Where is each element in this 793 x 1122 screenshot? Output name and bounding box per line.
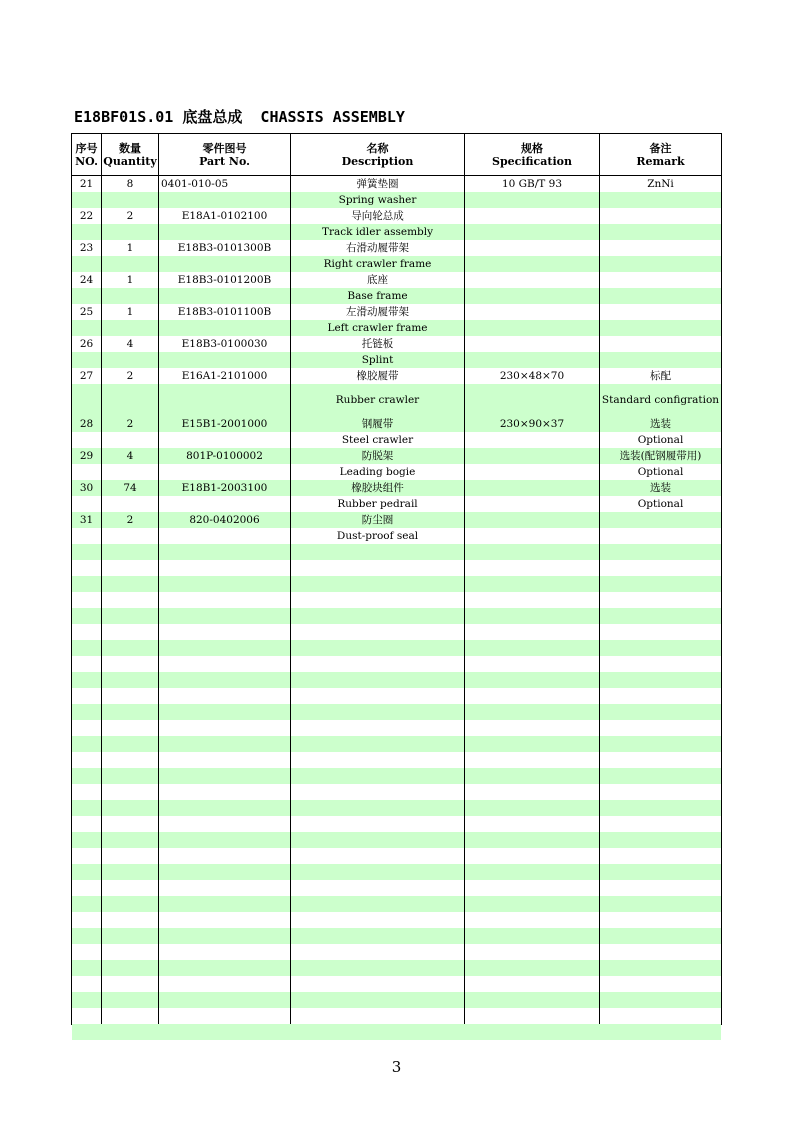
table-row (72, 496, 721, 512)
cell-quantity (102, 192, 158, 208)
cell-part-no: E16A1-2101000 (181, 370, 268, 382)
table-row (72, 272, 721, 288)
table-row (72, 464, 721, 480)
cell-no: 24 (79, 274, 94, 286)
cell-description: Rubber pedrail (337, 498, 418, 510)
cell-part-no (159, 352, 290, 368)
cell-quantity (102, 496, 158, 512)
cell-part-no (159, 256, 290, 272)
table-row (72, 528, 721, 544)
cell-description: 底座 (367, 274, 388, 286)
cell-part-no: 801P-0100002 (186, 450, 263, 462)
cell-specification (465, 240, 599, 256)
cell-part-no (159, 496, 290, 512)
empty-row (72, 880, 721, 896)
cell-description: 橡胶履带 (356, 370, 399, 382)
cell-remark (600, 272, 721, 288)
table-row (72, 208, 721, 224)
cell-remark: 选装 (650, 482, 671, 494)
cell-specification (465, 256, 599, 272)
cell-no: 28 (79, 418, 94, 430)
empty-row (72, 848, 721, 864)
cell-no (72, 464, 101, 480)
cell-remark (600, 352, 721, 368)
cell-no: 27 (79, 370, 94, 382)
cell-part-no (159, 432, 290, 448)
cell-part-no: 820-0402006 (189, 514, 260, 526)
table-row (72, 320, 721, 336)
cell-remark: 标配 (650, 370, 671, 382)
cell-description: Track idler assembly (321, 226, 434, 238)
cell-no (72, 288, 101, 304)
cell-quantity: 4 (126, 338, 134, 350)
cell-remark (600, 336, 721, 352)
cell-quantity: 2 (126, 514, 134, 526)
cell-part-no (159, 464, 290, 480)
cell-remark (600, 208, 721, 224)
cell-description: 橡胶块组件 (351, 482, 404, 494)
cell-part-no: E18A1-0102100 (181, 210, 268, 222)
cell-no (72, 224, 101, 240)
empty-row (72, 656, 721, 672)
cell-quantity: 8 (126, 178, 134, 190)
table-row (72, 432, 721, 448)
header-part-no-en: Part No. (199, 154, 250, 168)
cell-no: 30 (79, 482, 94, 494)
cell-specification (465, 304, 599, 320)
cell-remark (600, 288, 721, 304)
column-divider (464, 134, 465, 1024)
cell-quantity (102, 384, 158, 416)
empty-row (72, 704, 721, 720)
cell-no (72, 528, 101, 544)
cell-part-no: E18B1-2003100 (181, 482, 268, 494)
header-remark (600, 134, 721, 175)
table-row (72, 224, 721, 240)
table-header (72, 134, 721, 175)
cell-description: Splint (361, 354, 394, 366)
column-divider (290, 134, 291, 1024)
empty-row (72, 720, 721, 736)
cell-quantity (102, 256, 158, 272)
cell-description: Left crawler frame (327, 322, 428, 334)
column-divider (101, 134, 102, 1024)
empty-row (72, 912, 721, 928)
cell-remark (600, 320, 721, 336)
table-row (72, 176, 721, 192)
cell-description: Rubber crawler (335, 393, 420, 406)
empty-row (72, 560, 721, 576)
cell-specification (465, 480, 599, 496)
table-row (72, 512, 721, 528)
header-no-cn: 序号 (75, 141, 98, 155)
cell-specification: 10 GB/T 93 (501, 178, 563, 190)
table-row (72, 304, 721, 320)
table-row (72, 192, 721, 208)
cell-part-no: E18B3-0101300B (177, 242, 272, 254)
cell-remark (600, 512, 721, 528)
cell-remark: ZnNi (647, 178, 674, 190)
cell-specification: 230×48×70 (499, 370, 565, 382)
cell-specification (465, 512, 599, 528)
empty-row (72, 592, 721, 608)
empty-row (72, 688, 721, 704)
cell-specification (465, 288, 599, 304)
cell-specification (465, 208, 599, 224)
cell-description: 钢履带 (361, 418, 394, 430)
header-description-cn: 名称 (366, 141, 389, 155)
document-title: E18BF01S.01 底盘总成 CHASSIS ASSEMBLY (74, 108, 405, 126)
column-divider (158, 134, 159, 1024)
empty-row (72, 736, 721, 752)
header-part-no-cn: 零件图号 (202, 141, 247, 155)
header-description-en: Description (341, 154, 414, 168)
cell-quantity (102, 224, 158, 240)
cell-description: Steel crawler (341, 434, 414, 446)
table-row (72, 416, 721, 432)
cell-remark (600, 224, 721, 240)
empty-row (72, 992, 721, 1008)
cell-description: 防脱架 (361, 450, 394, 462)
empty-row (72, 672, 721, 688)
cell-no: 29 (79, 450, 94, 462)
parts-table (71, 133, 722, 1025)
empty-row (72, 608, 721, 624)
page-number: 3 (391, 1058, 402, 1076)
empty-row (72, 1008, 721, 1024)
cell-description: 右滑动履带架 (346, 242, 409, 254)
cell-no (72, 496, 101, 512)
cell-no (72, 352, 101, 368)
cell-remark: Optional (637, 498, 684, 510)
empty-row (72, 960, 721, 976)
empty-row (72, 624, 721, 640)
empty-row (72, 640, 721, 656)
cell-part-no (159, 528, 290, 544)
empty-row (72, 944, 721, 960)
cell-description: 左滑动履带架 (346, 306, 409, 318)
cell-quantity: 2 (126, 370, 134, 382)
empty-row (72, 976, 721, 992)
header-remark-en: Remark (636, 154, 685, 168)
cell-no (72, 384, 101, 416)
empty-row (72, 1024, 721, 1040)
empty-row (72, 864, 721, 880)
cell-quantity: 2 (126, 210, 134, 222)
cell-description: 导向轮总成 (351, 210, 404, 222)
cell-part-no (159, 320, 290, 336)
cell-quantity: 1 (126, 306, 134, 318)
cell-specification (465, 272, 599, 288)
cell-specification (465, 464, 599, 480)
cell-quantity: 4 (126, 450, 134, 462)
cell-no: 31 (79, 514, 94, 526)
cell-specification (465, 192, 599, 208)
empty-row (72, 816, 721, 832)
cell-no: 26 (79, 338, 94, 350)
table-row (72, 384, 721, 416)
cell-remark: Optional (637, 466, 684, 478)
cell-specification (465, 384, 599, 416)
cell-specification (465, 320, 599, 336)
cell-part-no: 0401-010-05 (161, 178, 229, 190)
cell-description: 弹簧垫圈 (356, 178, 399, 190)
cell-specification (465, 352, 599, 368)
cell-specification (465, 224, 599, 240)
empty-row (72, 1040, 721, 1056)
cell-remark: 选装(配钢履带用) (619, 450, 702, 462)
empty-row (72, 832, 721, 848)
cell-quantity (102, 320, 158, 336)
cell-part-no (159, 288, 290, 304)
cell-remark (600, 240, 721, 256)
cell-specification: 230×90×37 (499, 418, 565, 430)
empty-row (72, 768, 721, 784)
cell-remark: Standard configration (601, 393, 720, 406)
header-remark-cn: 备注 (649, 141, 672, 155)
cell-no: 21 (79, 178, 94, 190)
header-quantity-en: Quantity (103, 154, 157, 168)
cell-description: Base frame (347, 290, 408, 302)
cell-no: 23 (79, 242, 94, 254)
cell-remark: Optional (637, 434, 684, 446)
header-part-no (159, 134, 290, 175)
table-row (72, 368, 721, 384)
empty-row (72, 800, 721, 816)
header-description (291, 134, 464, 175)
cell-description: Spring washer (338, 194, 417, 206)
cell-no (72, 320, 101, 336)
cell-description: 托链板 (361, 338, 394, 350)
cell-quantity (102, 464, 158, 480)
cell-quantity: 74 (123, 482, 137, 494)
cell-quantity (102, 528, 158, 544)
cell-part-no: E18B3-0101200B (177, 274, 272, 286)
cell-part-no (159, 224, 290, 240)
table-row (72, 288, 721, 304)
cell-specification (465, 336, 599, 352)
cell-no (72, 192, 101, 208)
table-row (72, 256, 721, 272)
cell-part-no: E18B3-0100030 (181, 338, 268, 350)
cell-remark (600, 528, 721, 544)
empty-row (72, 896, 721, 912)
cell-specification (465, 496, 599, 512)
cell-no (72, 432, 101, 448)
table-row (72, 336, 721, 352)
table-row (72, 480, 721, 496)
empty-row (72, 576, 721, 592)
cell-specification (465, 448, 599, 464)
header-no-en: NO. (75, 154, 98, 168)
empty-row (72, 544, 721, 560)
table-row (72, 352, 721, 368)
cell-remark: 选装 (650, 418, 671, 430)
cell-no: 22 (79, 210, 94, 222)
cell-description: Right crawler frame (323, 258, 432, 270)
cell-part-no (159, 384, 290, 416)
header-specification (465, 134, 599, 175)
header-quantity-cn: 数量 (119, 141, 141, 155)
table-row (72, 448, 721, 464)
cell-specification (465, 528, 599, 544)
header-specification-en: Specification (492, 154, 572, 168)
cell-remark (600, 256, 721, 272)
header-quantity (102, 134, 158, 175)
cell-remark (600, 192, 721, 208)
column-divider (599, 134, 600, 1024)
cell-part-no (159, 192, 290, 208)
header-specification-cn: 规格 (521, 141, 543, 155)
cell-description: Leading bogie (339, 466, 416, 478)
cell-no: 25 (79, 306, 94, 318)
header-no (72, 134, 101, 175)
cell-part-no: E18B3-0101100B (177, 306, 272, 318)
cell-description: 防尘圈 (361, 514, 394, 526)
empty-row (72, 752, 721, 768)
cell-description: Dust-proof seal (336, 530, 419, 542)
cell-quantity (102, 288, 158, 304)
cell-quantity (102, 352, 158, 368)
cell-specification (465, 432, 599, 448)
table-row (72, 240, 721, 256)
cell-remark (600, 304, 721, 320)
cell-quantity: 1 (126, 274, 134, 286)
empty-row (72, 928, 721, 944)
cell-quantity (102, 432, 158, 448)
empty-row (72, 784, 721, 800)
cell-part-no: E15B1-2001000 (181, 418, 268, 430)
cell-quantity: 1 (126, 242, 134, 254)
cell-no (72, 256, 101, 272)
cell-quantity: 2 (126, 418, 134, 430)
